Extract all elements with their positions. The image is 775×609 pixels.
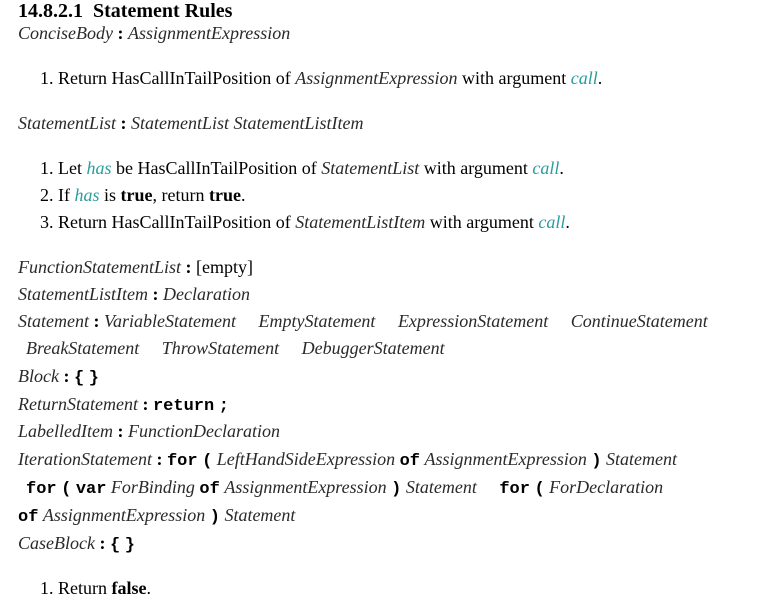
production-statement-continued xyxy=(26,337,445,359)
production-case-block xyxy=(18,532,135,557)
nonterminal: ConciseBody xyxy=(18,23,113,43)
step-text: . xyxy=(597,68,603,88)
terminal: ; xyxy=(218,397,229,416)
colon: : xyxy=(156,449,163,469)
variable-link[interactable]: has xyxy=(86,158,112,178)
nonterminal: AssignmentExpression xyxy=(295,68,458,88)
step-number: 1. xyxy=(40,158,54,178)
step-text: with argument xyxy=(419,158,533,178)
terminal: ) xyxy=(391,480,402,499)
terminal: } xyxy=(124,536,135,555)
terminal: ) xyxy=(209,508,220,527)
variable-link[interactable]: has xyxy=(74,185,100,205)
section-title: Statement Rules xyxy=(93,0,233,22)
nonterminal: ContinueStatement xyxy=(570,311,708,331)
step-text: . xyxy=(240,185,246,205)
colon: : xyxy=(99,533,106,553)
section-number: 14.8.2.1 xyxy=(18,0,83,22)
terminal: } xyxy=(88,369,99,388)
terminal: var xyxy=(75,480,107,499)
production-statement xyxy=(18,310,708,332)
algorithm-step xyxy=(40,184,245,206)
production-statement-list xyxy=(18,112,363,134)
step-text: . xyxy=(146,578,151,598)
terminal: return xyxy=(152,397,215,416)
nonterminal: Declaration xyxy=(162,284,250,304)
nonterminal: Statement xyxy=(18,311,89,331)
nonterminal: StatementListItem xyxy=(295,212,426,232)
nonterminal: Statement xyxy=(224,505,296,525)
terminal: of xyxy=(199,480,220,499)
nonterminal: AssignmentExpression xyxy=(224,477,387,497)
variable-link[interactable]: call xyxy=(570,68,598,88)
colon: : xyxy=(120,113,127,133)
step-text: Return xyxy=(58,578,112,598)
nonterminal: AssignmentExpression xyxy=(424,449,587,469)
step-text: with argument xyxy=(457,68,571,88)
colon: : xyxy=(63,366,70,386)
variable-link[interactable]: call xyxy=(538,212,566,232)
terminal: of xyxy=(399,452,421,471)
terminal: of xyxy=(18,508,39,527)
step-text: , return xyxy=(152,185,209,205)
production-labelled-item xyxy=(18,420,280,442)
step-number: 3. xyxy=(40,212,54,232)
value-literal: false xyxy=(111,578,147,598)
nonterminal: Statement xyxy=(405,477,477,497)
terminal: ( xyxy=(202,452,213,471)
colon: : xyxy=(185,257,192,277)
step-text: be HasCallInTailPosition of xyxy=(111,158,322,178)
algorithm-step xyxy=(40,211,570,233)
nonterminal: ThrowStatement xyxy=(161,338,280,358)
algorithm-step xyxy=(40,157,564,179)
step-text: Return HasCallInTailPosition of xyxy=(58,212,296,232)
nonterminal: Block xyxy=(18,366,59,386)
value-literal: true xyxy=(120,185,153,205)
colon: : xyxy=(152,284,159,304)
step-text: Return HasCallInTailPosition of xyxy=(58,68,296,88)
nonterminal: Statement xyxy=(606,449,678,469)
terminal: { xyxy=(109,536,121,555)
terminal: ) xyxy=(591,452,602,471)
terminal: ( xyxy=(534,480,545,499)
nonterminal: IterationStatement xyxy=(18,449,152,469)
nonterminal: DebuggerStatement xyxy=(301,338,445,358)
nonterminal: VariableStatement xyxy=(103,311,236,331)
nonterminal: ExpressionStatement xyxy=(397,311,549,331)
nonterminal: StatementList xyxy=(18,113,116,133)
nonterminal: AssignmentExpression xyxy=(127,23,291,43)
nonterminal: EmptyStatement xyxy=(258,311,376,331)
production-return-statement xyxy=(18,393,229,418)
production-iteration-continued-2 xyxy=(18,504,295,529)
step-number: 2. xyxy=(40,185,54,205)
nonterminal: CaseBlock xyxy=(18,533,95,553)
value-literal: true xyxy=(209,185,241,205)
nonterminal: AssignmentExpression xyxy=(42,505,206,525)
step-text: . xyxy=(559,158,564,178)
nonterminal: LeftHandSideExpression xyxy=(216,449,396,469)
nonterminal: StatementList xyxy=(321,158,420,178)
terminal: for xyxy=(26,480,57,499)
terminal: for xyxy=(166,452,198,471)
terminal: ( xyxy=(61,480,72,499)
step-number: 1. xyxy=(40,68,54,88)
nonterminal: FunctionStatementList xyxy=(18,257,181,277)
section-heading xyxy=(18,0,232,22)
step-number: 1. xyxy=(40,578,54,598)
nonterminal: LabelledItem xyxy=(18,421,113,441)
nonterminal: StatementListItem xyxy=(18,284,148,304)
algorithm-step xyxy=(40,67,602,89)
step-text: . xyxy=(565,212,570,232)
production-function-statement-list xyxy=(18,256,253,278)
nonterminal: FunctionDeclaration xyxy=(127,421,280,441)
terminal: { xyxy=(73,369,85,388)
production-statement-list-item xyxy=(18,283,250,305)
production-iteration-statement xyxy=(18,448,677,473)
step-text: is xyxy=(99,185,121,205)
colon: : xyxy=(117,421,124,441)
nonterminal: BreakStatement xyxy=(26,338,140,358)
empty-marker: [empty] xyxy=(195,257,253,277)
colon: : xyxy=(142,394,149,414)
nonterminal: ReturnStatement xyxy=(18,394,138,414)
nonterminal: ForBinding xyxy=(110,477,195,497)
algorithm-step xyxy=(40,577,151,599)
step-text: with argument xyxy=(425,212,539,232)
nonterminal: StatementListItem xyxy=(233,113,364,133)
nonterminal: StatementList xyxy=(131,113,229,133)
nonterminal: ForDeclaration xyxy=(549,477,664,497)
colon: : xyxy=(93,311,100,331)
step-text: Let xyxy=(58,158,87,178)
production-block xyxy=(18,365,99,390)
terminal: for xyxy=(499,480,530,499)
production-iteration-continued xyxy=(26,476,663,501)
step-text: If xyxy=(58,185,75,205)
production-concise-body xyxy=(18,22,290,44)
variable-link[interactable]: call xyxy=(532,158,560,178)
colon: : xyxy=(117,23,124,43)
